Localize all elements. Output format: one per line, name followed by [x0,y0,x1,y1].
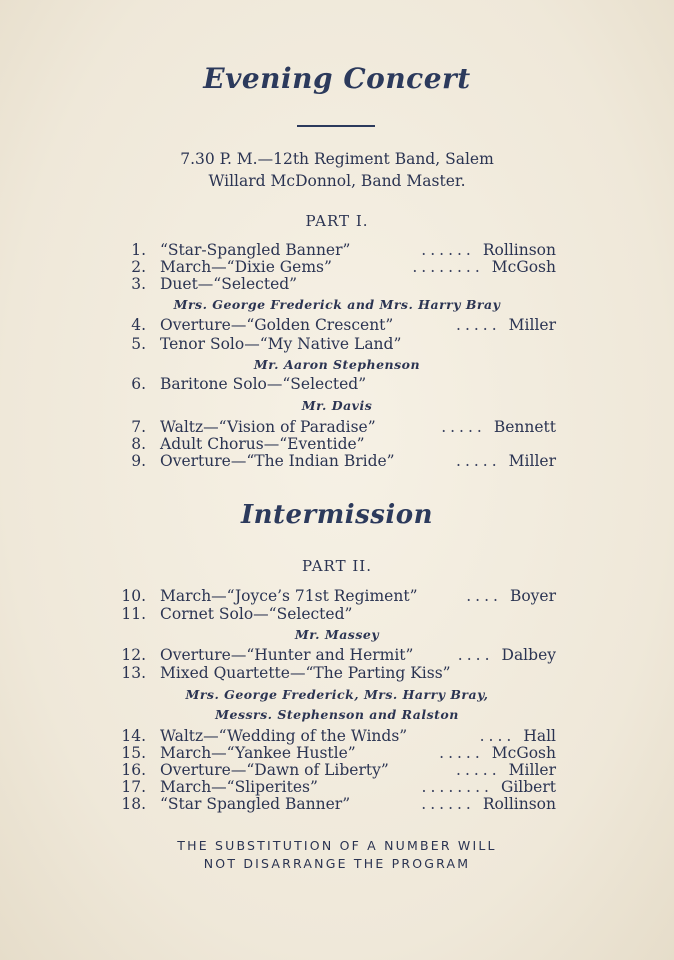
program-item [116,335,556,355]
program-item [116,795,556,815]
item-number: 12. [121,646,146,664]
item-number: 11. [121,605,146,623]
program-item [116,275,556,295]
leader-dots: ..... [456,761,501,779]
item-composer: Rollinson [482,241,556,259]
program-item [116,316,556,336]
performer-credit: Messrs. Stephenson and Ralston [215,707,459,722]
item-title: “Star Spangled Banner” [160,795,351,813]
item-title: March—“Sliperites” [160,778,318,796]
notice-line-2: NOT DISARRANGE THE PROGRAM [203,856,471,871]
item-composer: Boyer [509,587,556,605]
item-title: Baritone Solo—“Selected” [160,375,367,393]
performer-credit: Mr. Massey [294,627,380,642]
leader-dots: ..... [439,744,484,762]
item-title: Tenor Solo—“My Native Land” [160,335,402,353]
leader-dots: ...... [421,795,475,813]
item-title: March—“Joyce’s 71st Regiment” [160,587,418,605]
header-line-1: 7.30 P. M.—12th Regiment Band, Salem [180,150,494,168]
program-item [116,646,556,666]
item-title: Duet—“Selected” [160,275,298,293]
item-number: 13. [121,664,146,682]
item-composer: Miller [508,452,556,470]
item-title: Mixed Quartette—“The Parting Kiss” [160,664,451,682]
performer-credit: Mrs. George Frederick, Mrs. Harry Bray, [185,687,489,702]
program-item [116,664,556,684]
item-number: 6. [131,375,146,393]
item-composer: Miller [508,316,556,334]
page-title: Evening Concert [203,62,471,95]
performer-credit: Mrs. George Frederick and Mrs. Harry Bray [173,297,501,312]
leader-dots: ..... [456,452,501,470]
item-title: Waltz—“Vision of Paradise” [160,418,376,436]
item-title: Overture—“Golden Crescent” [160,316,394,334]
performer-credit: Mr. Davis [301,398,373,413]
item-number: 1. [131,241,146,259]
item-title: Overture—“Dawn of Liberty” [160,761,389,779]
leader-dots: ..... [456,316,501,334]
item-number: 2. [131,258,146,276]
item-title: Adult Chorus—“Eventide” [160,435,365,453]
item-number: 14. [121,727,146,745]
item-composer: Miller [508,761,556,779]
leader-dots: ..... [441,418,486,436]
part-1-label: PART I. [305,212,369,230]
item-composer: Hall [523,727,556,745]
item-title: Overture—“Hunter and Hermit” [160,646,414,664]
item-number: 16. [121,761,146,779]
item-number: 4. [131,316,146,334]
item-composer: Rollinson [482,795,556,813]
item-number: 9. [131,452,146,470]
item-title: Overture—“The Indian Bride” [160,452,395,470]
item-number: 15. [121,744,146,762]
program-item [116,375,556,395]
item-number: 17. [121,778,146,796]
leader-dots: .... [457,646,494,664]
item-number: 5. [131,335,146,353]
item-number: 8. [131,435,146,453]
item-composer: Dalbey [501,646,556,664]
item-number: 3. [131,275,146,293]
item-title: March—“Dixie Gems” [160,258,332,276]
item-composer: McGosh [491,744,556,762]
leader-dots: ...... [421,241,475,259]
item-number: 10. [121,587,146,605]
item-title: “Star-Spangled Banner” [160,241,351,259]
item-title: Waltz—“Wedding of the Winds” [160,727,408,745]
leader-dots: ........ [412,258,484,276]
program-item [116,587,556,607]
item-number: 7. [131,418,146,436]
leader-dots: .... [466,587,502,605]
item-number: 18. [121,795,146,813]
leader-dots: .... [479,727,516,745]
notice-line-1: THE SUBSTITUTION OF A NUMBER WILL [177,838,497,853]
part-2-label: PART II. [302,557,372,575]
item-composer: McGosh [491,258,556,276]
leader-dots: ........ [421,778,493,796]
item-title: March—“Yankee Hustle” [160,744,356,762]
intermission-heading: Intermission [240,500,434,530]
program-item [116,452,556,472]
program-item [116,605,556,625]
item-title: Cornet Solo—“Selected” [160,605,353,623]
title-rule [297,125,375,127]
header-line-2: Willard McDonnol, Band Master. [208,172,466,190]
performer-credit: Mr. Aaron Stephenson [253,357,421,372]
item-composer: Bennett [493,418,556,436]
item-composer: Gilbert [500,778,556,796]
